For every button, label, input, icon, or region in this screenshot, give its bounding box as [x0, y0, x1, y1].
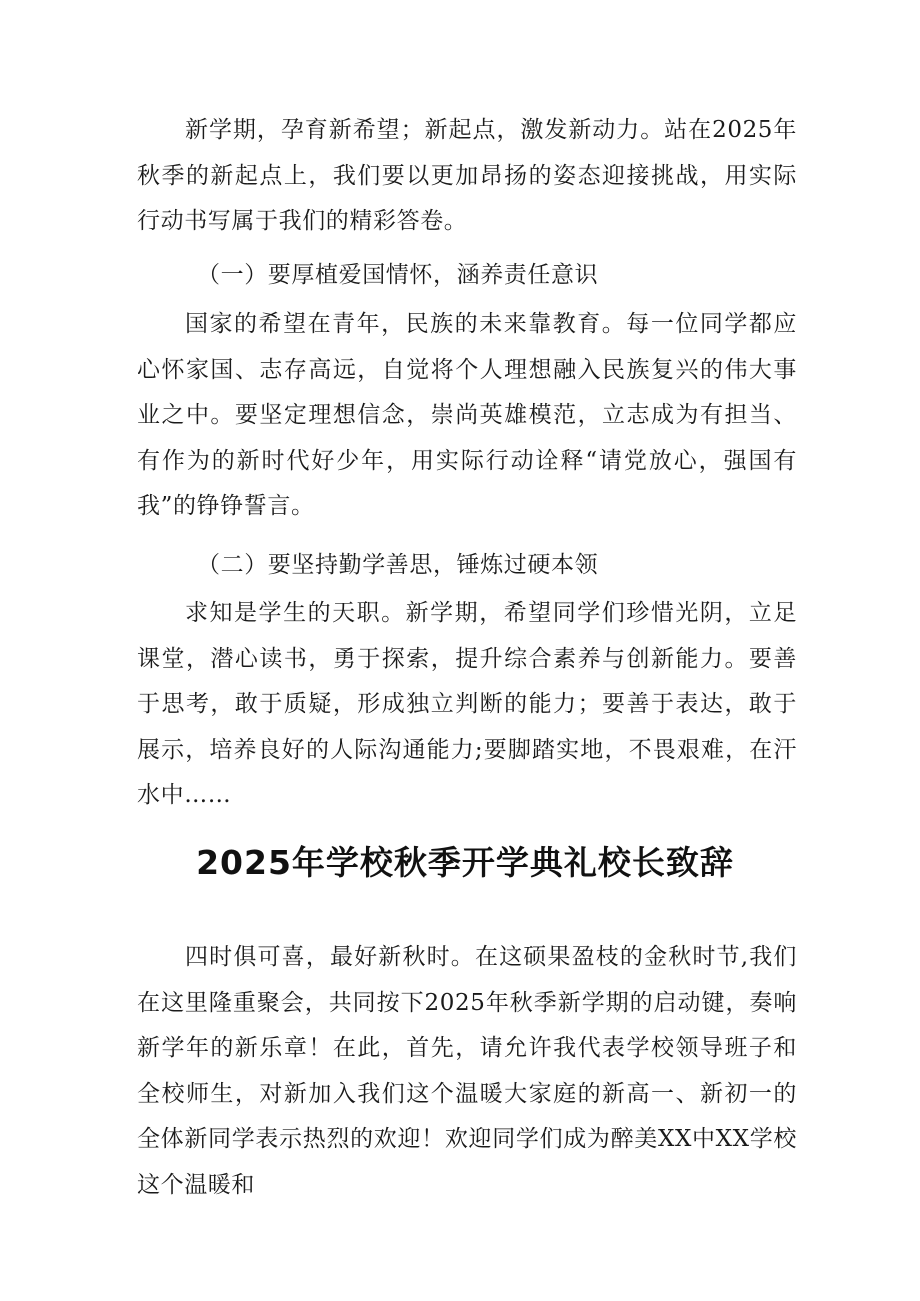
- section-heading-2: （二）要坚持勤学善思，锤炼过硬本领: [197, 552, 599, 578]
- section-2-paragraph: 求知是学生的天职。新学期，希望同学们珍惜光阴，立足课堂，潜心读书，勇于探索，提升综合素养与创新能力。要善于思考，敢于质疑，形成独立判断的能力；要善于表达，敢于展示，培养良好的人际沟通能力;要脚踏实地，不畏艰难，在汗水中……: [137, 600, 797, 808]
- document-title: [0, 838, 920, 888]
- document-title-text: 2025年学校秋季开学典礼校长致辞: [196, 843, 734, 882]
- section-heading-1: （一）要厚植爱国情怀，涵养责任意识: [197, 262, 599, 288]
- section-1-paragraph: 国家的希望在青年，民族的未来靠教育。每一位同学都应心怀家国、志存高远，自觉将个人理想融入民族复兴的伟大事业之中。要坚定理想信念，崇尚英雄模范，立志成为有担当、有作为的新时代好少年，用实际行动诠释“请党放心，强国有我”的铮铮誓言。: [137, 311, 797, 519]
- speech-paragraph: 四时俱可喜，最好新秋时。在这硕果盈枝的金秋时节,我们在这里隆重聚会，共同按下2025年秋季新学期的启动键，奏响新学年的新乐章！在此，首先，请允许我代表学校领导班子和全校师生，对新加入我们这个温暖大家庭的新高一、新初一的全体新同学表示热烈的欢迎！欢迎同学们成为醉美XX中XX学校这个温暖和: [137, 944, 797, 1198]
- intro-paragraph: 新学期，孕育新希望；新起点，激发新动力。站在2025年秋季的新起点上，我们要以更加昂扬的姿态迎接挑战，用实际行动书写属于我们的精彩答卷。: [137, 117, 797, 234]
